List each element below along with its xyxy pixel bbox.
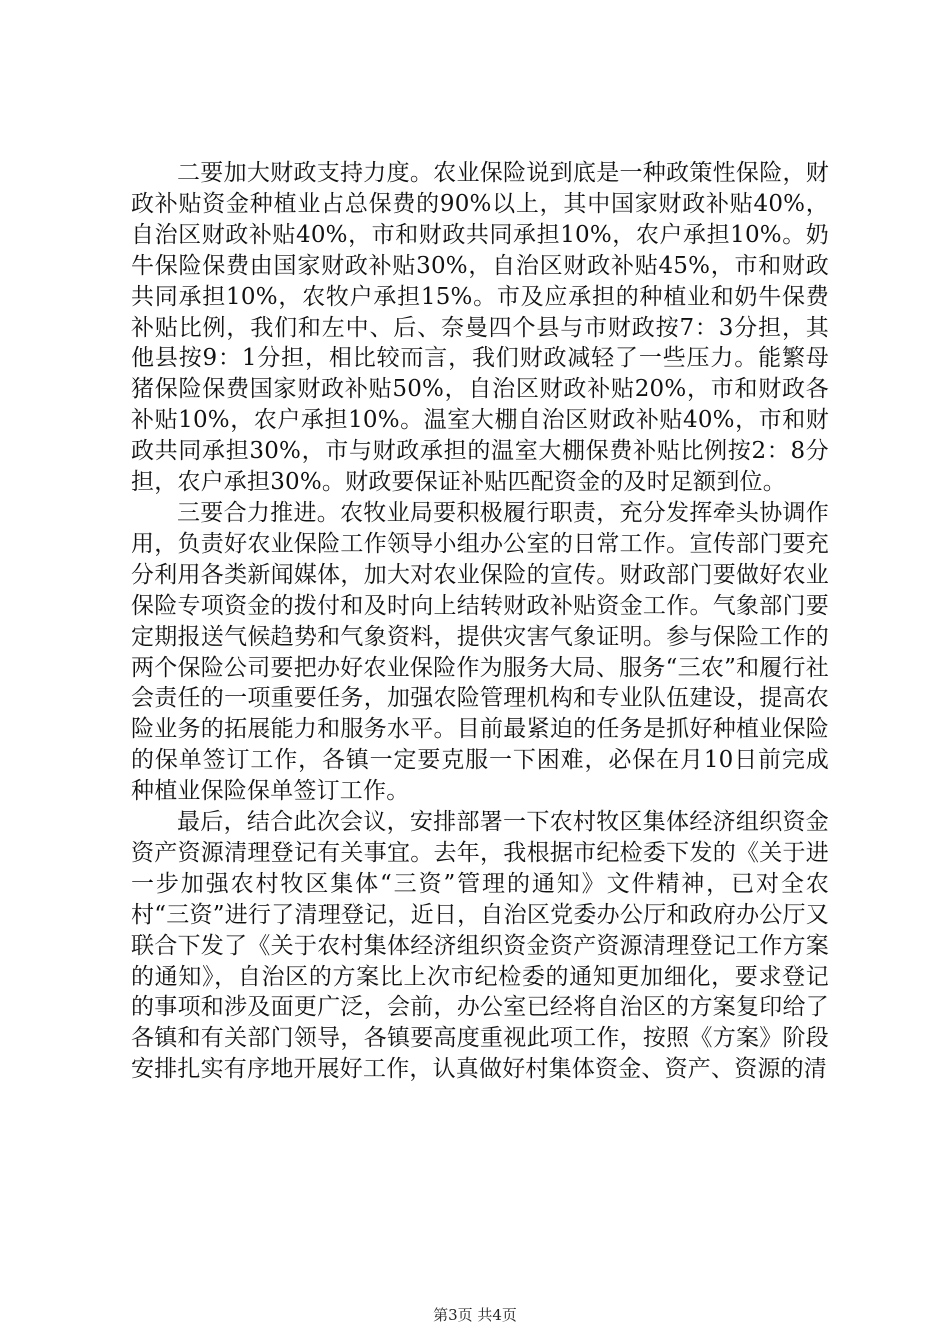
page-number-footer: 第3页 共4页: [433, 1306, 517, 1324]
document-body: [131, 158, 829, 1085]
paragraph-joint-promotion: 三要合力推进。农牧业局要积极履行职责，充分发挥牵头协调作用，负责好农业保险工作领导小组办公室的日常工作。宣传部门要充分利用各类新闻媒体，加大对农业保险的宣传。财政部门要做好农业保险专项资金的拨付和及时向上结转财政补贴资金工作。气象部门要定期报送气候趋势和气象资料，提供灾害气象证明。参与保险工作的两个保险公司要把办好农业保险作为服务大局、服务“三农”和履行社会责任的一项重要任务，加强农险管理机构和专业队伍建设，提高农险业务的拓展能力和服务水平。目前最紧迫的任务是抓好种植业保险的保单签订工作，各镇一定要克服一下困难，必保在月10日前完成种植业保险保单签订工作。: [131, 499, 829, 805]
paragraph-fiscal-support: 二要加大财政支持力度。农业保险说到底是一种政策性保险，财政补贴资金种植业占总保费的90%以上，其中国家财政补贴40%，自治区财政补贴40%，市和财政共同承担10%，农户承担10%。奶牛保险保费由国家财政补贴30%，自治区财政补贴45%，市和财政共同承担10%，农牧户承担15%。市及应承担的种植业和奶牛保费补贴比例，我们和左中、后、奈曼四个县与市财政按7：3分担，其他县按9：1分担，相比较而言，我们财政减轻了一些压力。能繁母猪保险保费国家财政补贴50%，自治区财政补贴20%，市和财政各补贴10%，农户承担10%。温室大棚自治区财政补贴40%，市和财政共同承担30%，市与财政承担的温室大棚保费补贴比例按2：8分担，农户承担30%。财政要保证补贴匹配资金的及时足额到位。: [131, 160, 829, 496]
paragraph-asset-registration: 最后，结合此次会议，安排部署一下农村牧区集体经济组织资金资产资源清理登记有关事宜。去年，我根据市纪检委下发的《关于进一步加强农村牧区集体“三资”管理的通知》文件精神，已对全农村“三资”进行了清理登记，近日，自治区党委办公厅和政府办公厅又联合下发了《关于农村集体经济组织资金资产资源清理登记工作方案的通知》，自治区的方案比上次市纪检委的通知更加细化，要求登记的事项和涉及面更广泛，会前，办公室已经将自治区的方案复印给了各镇和有关部门领导，各镇要高度重视此项工作，按照《方案》阶段安排扎实有序地开展好工作，认真做好村集体资金、资产、资源的清: [131, 809, 829, 1083]
